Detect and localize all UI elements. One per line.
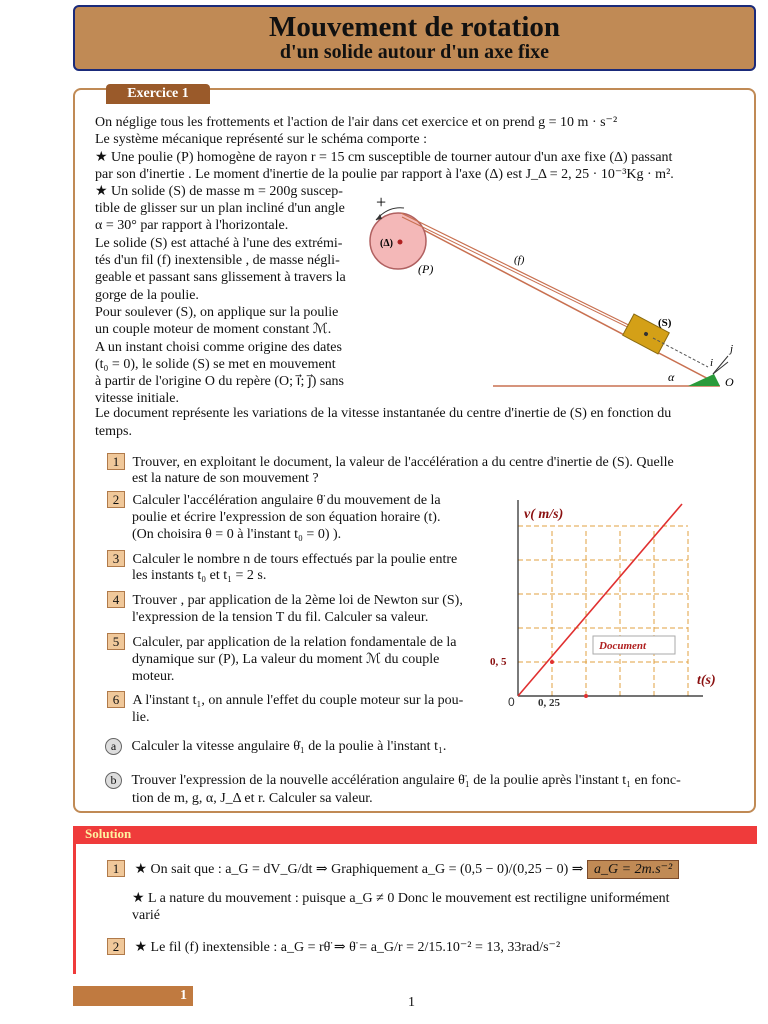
question-1: 1 Trouver, en exploitant le document, la valeur de l'accélération a du centre d'inertie de (S). Quelle — [107, 453, 674, 471]
axis-label: (Δ) — [380, 238, 393, 249]
subquestion-a: a Calculer la vitesse angulaire θ̇₁ de la poulie à l'instant t₁. — [105, 738, 446, 755]
question-4: 4 Trouver , par application de la 2ème loi de Newton sur (S), — [107, 591, 463, 609]
data-point — [550, 660, 554, 664]
question-3-line-2: les instants t₀ et t₁ = 2 s. — [132, 568, 267, 583]
alpha-wedge — [688, 374, 720, 386]
left-line: tible de glisser sur un plan incliné d'un angle — [95, 201, 345, 216]
left-line: ★ Un solide (S) de masse m = 200g suscep- — [95, 184, 343, 199]
exercise-tag: Exercice 1 — [106, 84, 210, 104]
answer-box: a_G = 2m.s⁻² — [587, 860, 679, 879]
question-2: 2 Calculer l'accélération angulaire θ̈ du mouvement de la — [107, 491, 441, 509]
question-number: 4 — [107, 591, 125, 608]
left-line: geable et passant sans glissement à travers la — [95, 270, 346, 285]
velocity-chart — [488, 496, 738, 712]
doc-text-2: temps. — [95, 424, 132, 439]
x-tick-label: 0, 25 — [538, 697, 560, 709]
question-2-line-2: poulie et écrire l'expression de son équation horaire (t). — [132, 510, 441, 525]
intro-line-2: Le système mécanique représenté sur le schéma comporte : — [95, 132, 427, 147]
left-line: (t₀ = 0), le solide (S) se met en mouvement — [95, 357, 336, 372]
legend-label: Document — [599, 640, 647, 652]
solid-label: (S) — [658, 317, 672, 329]
origin-label: 0 — [508, 695, 515, 709]
question-number: 5 — [107, 633, 125, 650]
page-subtitle: d'un solide autour d'un axe fixe — [279, 41, 550, 63]
subquestion-b: b Trouver l'expression de la nouvelle accélération angulaire θ̈₁ de la poulie après l'instant t₁ en fonc- — [105, 772, 681, 789]
data-point — [584, 694, 588, 698]
question-number: 2 — [107, 491, 125, 508]
question-3: 3 Calculer le nombre n de tours effectués par la poulie entre — [107, 550, 457, 568]
question-number: 3 — [107, 550, 125, 567]
pulley-label: (P) — [418, 262, 434, 276]
solution-number: 1 — [107, 860, 125, 877]
left-line: un couple moteur de moment constant ℳ. — [95, 322, 332, 337]
alpha-label: α — [668, 370, 675, 384]
question-6-line-2: lie. — [132, 710, 150, 725]
left-line: tés d'un fil (f) inextensible , de masse négli- — [95, 253, 340, 268]
question-number: 1 — [107, 453, 125, 470]
left-line: α = 30° par rapport à l'horizontale. — [95, 218, 289, 233]
subquestion-letter: a — [105, 738, 122, 755]
left-line: vitesse initiale. — [95, 391, 179, 406]
question-5: 5 Calculer, par application de la relation fondamentale de la — [107, 633, 457, 651]
solution-nature: ★ L a nature du mouvement : puisque a_G ≠ 0 Donc le mouvement est rectiligne uniformément — [132, 891, 670, 906]
left-line: A un instant choisi comme origine des dates — [95, 340, 342, 355]
doc-text-1: Le document représente les variations de la vitesse instantanée du centre d'inertie de (S) en fonction du — [95, 406, 672, 421]
intro-line-1: On néglige tous les frottements et l'action de l'air dans cet exercice et on prend g = 10 m · s⁻² — [95, 115, 618, 130]
question-2-line-3: (On choisira θ = 0 à l'instant t₀ = 0) ). — [132, 527, 342, 542]
question-4-line-2: l'expression de la tension T du fil. Calculer sa valeur. — [132, 610, 429, 625]
left-line: à partir de l'origine O du repère (O; i⃗; j⃗) sans — [95, 374, 344, 389]
question-5-line-3: moteur. — [132, 669, 175, 684]
solution-2: 2 ★ Le fil (f) inextensible : a_G = rθ̈ ⇒ θ̈ = a_G/r = 2/15.10⁻² = 13, 33rad/s⁻² — [107, 938, 560, 956]
solution-tag: Solution — [85, 826, 132, 841]
solution-nature-2: varié — [132, 908, 160, 923]
page-title: Mouvement de rotation — [268, 11, 561, 43]
y-axis-label: v( m/s) — [524, 507, 564, 522]
left-line: Pour soulever (S), on applique sur la poulie — [95, 305, 339, 320]
title-banner — [73, 5, 756, 71]
intro-line-3: ★ Une poulie (P) homogène de rayon r = 15 cm susceptible de tourner autour d'un axe fixe (Δ) passant — [95, 150, 673, 165]
origin-label: O — [725, 375, 734, 389]
chart-grid — [518, 526, 688, 696]
solution-number: 2 — [107, 938, 125, 955]
left-line: gorge de la poulie. — [95, 288, 199, 303]
plus-sign: + — [376, 192, 387, 212]
series-line — [518, 504, 682, 696]
question-1-line-2: est la nature de son mouvement ? — [132, 471, 319, 486]
intro-line-4: par son d'inertie . Le moment d'inertie de la poulie par rapport à l'axe (Δ) est J_Δ = 2, 25 · 10⁻³Kg · m². — [95, 167, 674, 182]
inclined-plane-diagram — [368, 186, 748, 392]
y-tick-label: 0, 5 — [490, 656, 507, 668]
question-5-line-2: dynamique sur (P), La valeur du moment ℳ du couple — [132, 652, 440, 667]
solution-1: 1 ★ On sait que : a_G = dV_G/dt ⇒ Graphiquement a_G = (0,5 − 0)/(0,25 − 0) ⇒ a_G = 2m.s⁻² — [107, 860, 679, 878]
question-6: 6 A l'instant t₁, on annule l'effet du couple moteur sur la pou- — [107, 691, 463, 709]
left-line: Le solide (S) est attaché à l'une des extrémi- — [95, 236, 343, 251]
subquestion-b-line-2: tion de m, g, α, J_Δ et r. Calculer sa valeur. — [132, 791, 373, 806]
j-label: j⃗ — [730, 343, 742, 355]
string-label: (f) — [514, 254, 525, 266]
solution-bar — [73, 826, 757, 844]
question-number: 6 — [107, 691, 125, 708]
solution-margin-line — [73, 844, 76, 974]
subquestion-letter: b — [105, 772, 122, 789]
x-axis-label: t(s) — [697, 673, 716, 688]
i-label: i⃗ — [710, 357, 722, 369]
page-number: 1 — [408, 995, 415, 1010]
chapter-badge: 1 — [73, 986, 193, 1006]
